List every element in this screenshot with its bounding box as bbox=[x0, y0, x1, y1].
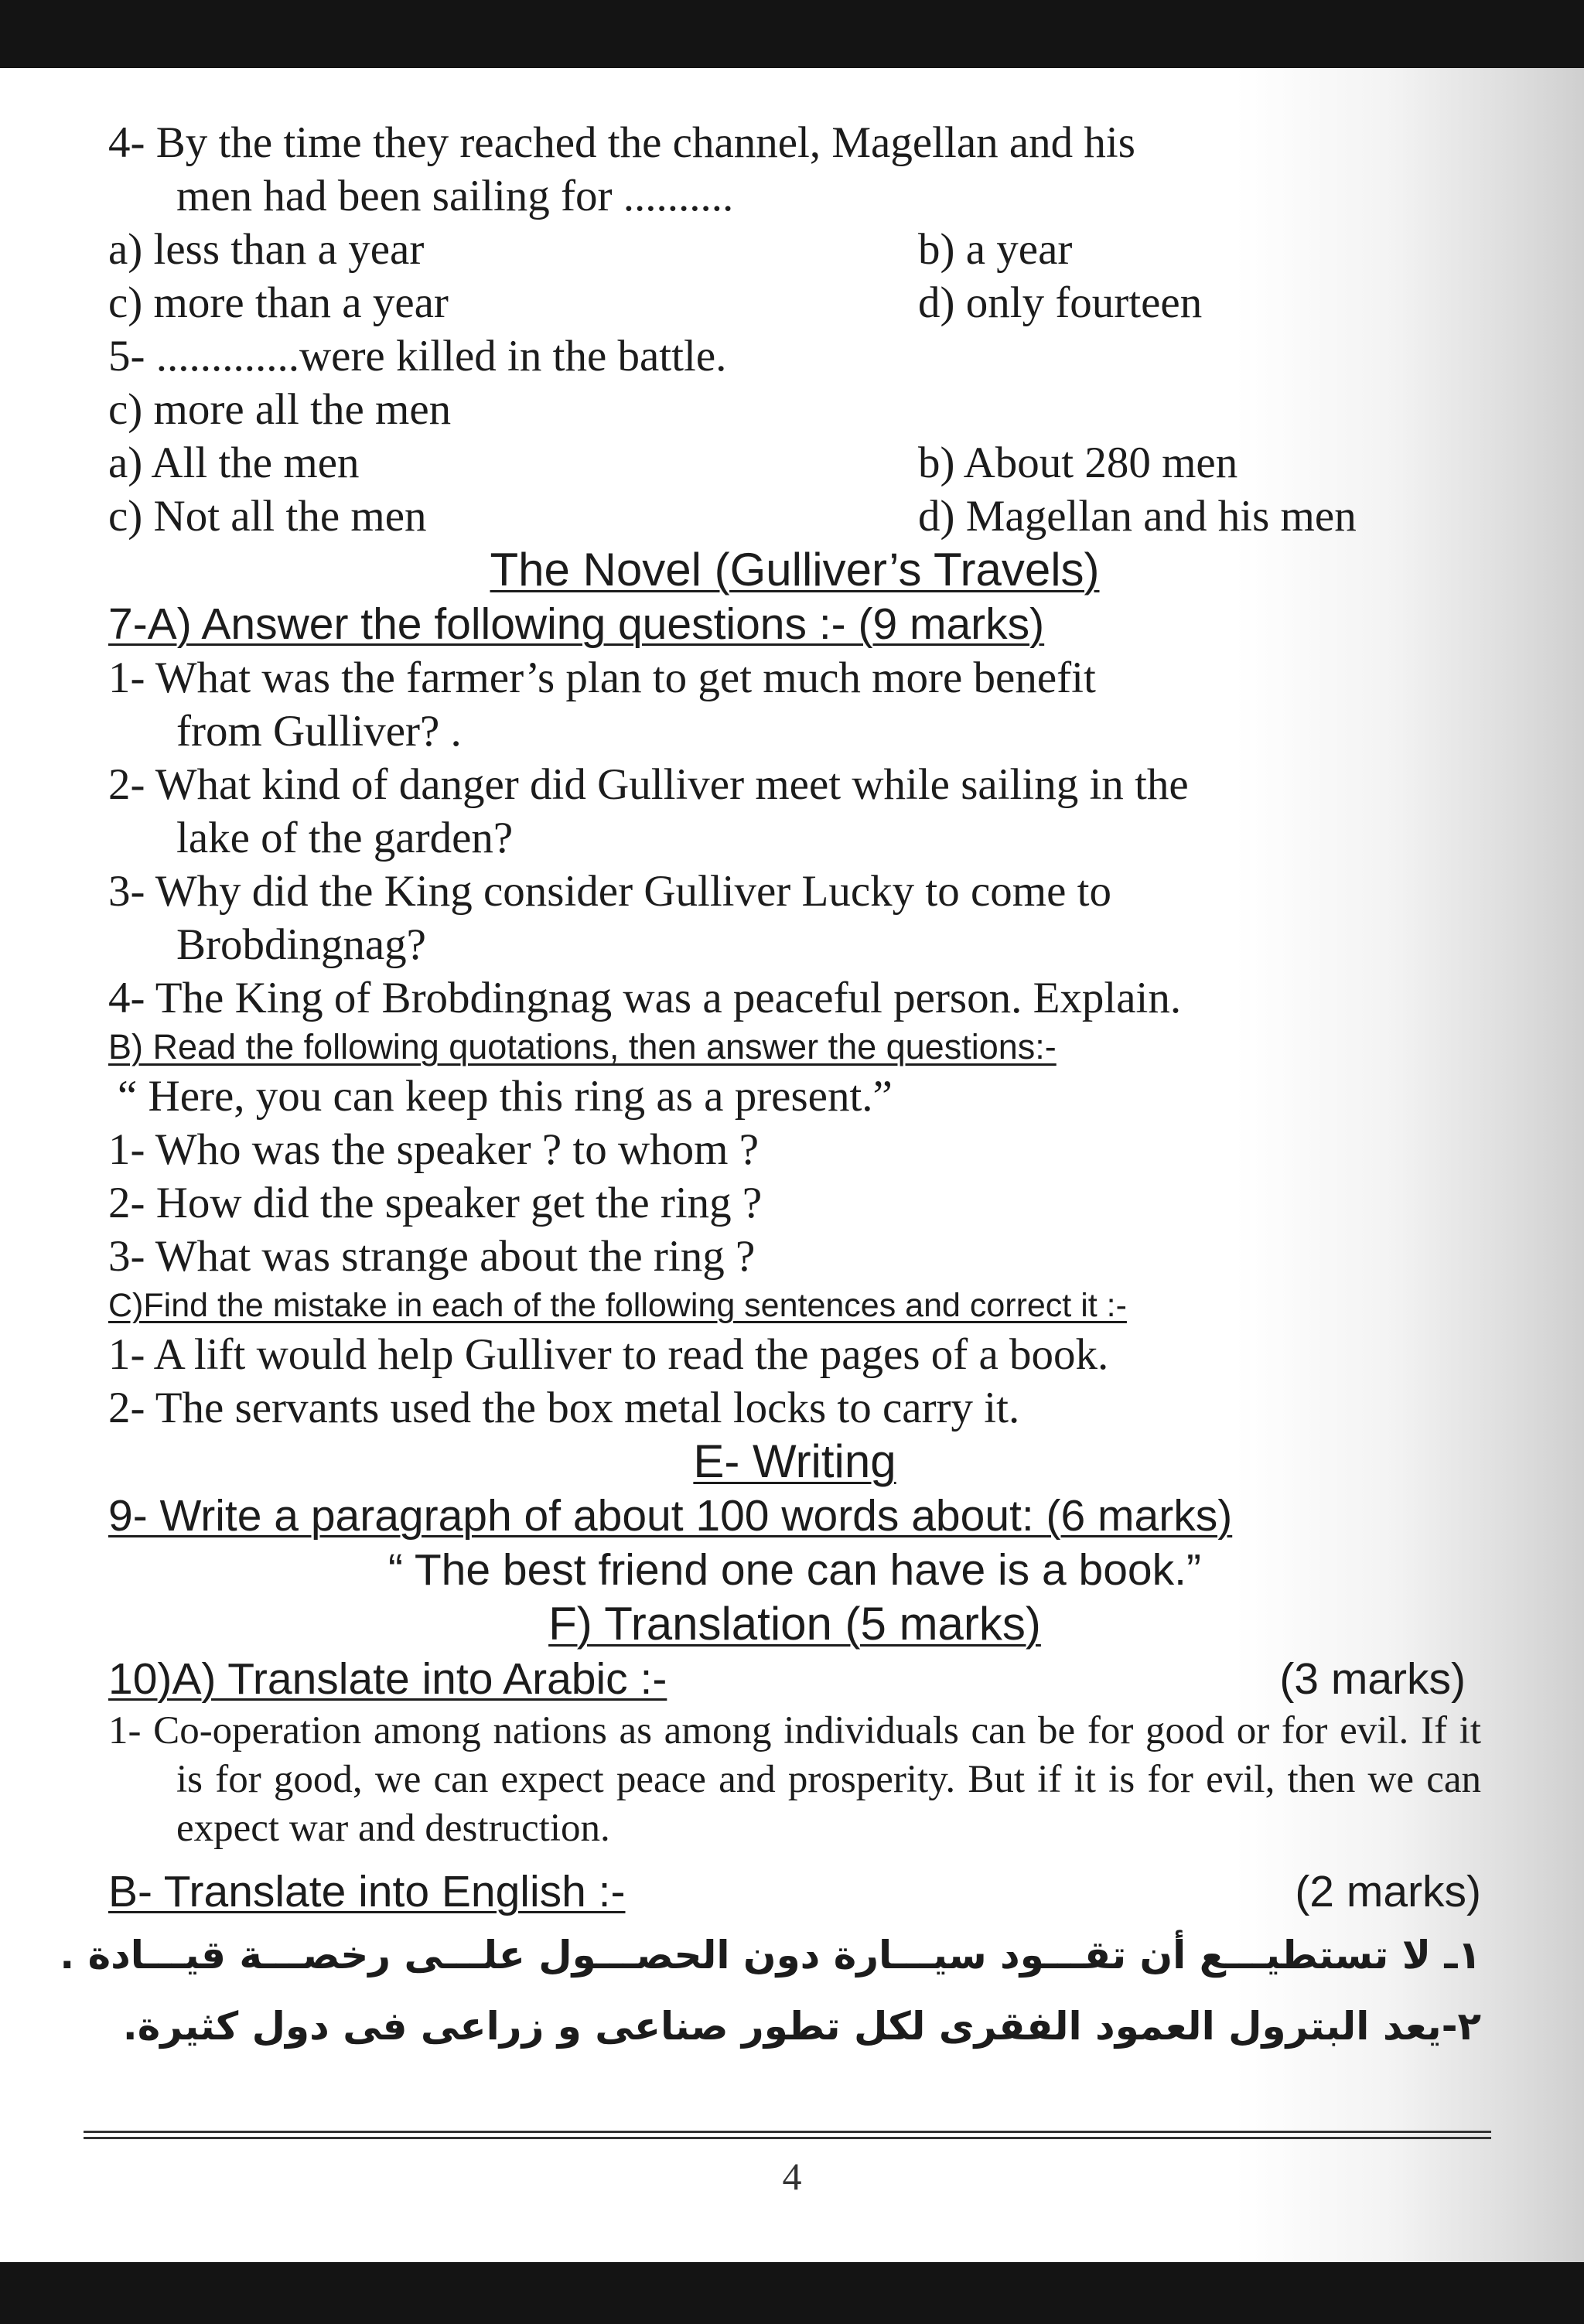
mistake-sentence-2: 2- The servants used the box metal locks to carry it. bbox=[108, 1384, 1020, 1432]
scan-top-border bbox=[0, 0, 1584, 68]
quotation: “ Here, you can keep this ring as a present.” bbox=[118, 1072, 893, 1121]
question-4-line-2: men had been sailing for .......... bbox=[176, 172, 734, 220]
translate-english-heading: B- Translate into English :- (2 marks) bbox=[108, 1867, 1481, 1916]
option-d: d) only fourteen bbox=[918, 278, 1203, 327]
question-4-options-row-2 bbox=[108, 276, 1481, 329]
novel-question-3-line-2: Brobdingnag? bbox=[176, 920, 426, 969]
option-a: a) All the men bbox=[108, 439, 360, 487]
writing-title: E- Writing bbox=[693, 1435, 896, 1487]
translate-arabic-passage: 1- Co-operation among nations as among individuals can be for good or for evil. If it is for good, we can expect peace and prosperity. But if it is for evil, then we can expect war and destruction. bbox=[108, 1709, 1481, 1850]
option-b: b) About 280 men bbox=[918, 439, 1238, 487]
question-5: 5- .............were killed in the battle. bbox=[108, 332, 727, 381]
novel-question-2-line-2: lake of the garden? bbox=[176, 814, 514, 862]
question-4-line-1: 4- By the time they reached the channel, Magellan and his bbox=[108, 118, 1135, 167]
exam-page bbox=[0, 68, 1584, 2262]
writing-topic: “ The best friend one can have is a book.” bbox=[388, 1545, 1201, 1595]
scan-bottom-border bbox=[0, 2262, 1584, 2324]
mistake-sentence-1: 1- A lift would help Gulliver to read the pages of a book. bbox=[108, 1330, 1109, 1379]
translation-title: F) Translation (5 marks) bbox=[548, 1598, 1041, 1650]
quotation-question-3: 3- What was strange about the ring ? bbox=[108, 1232, 756, 1281]
novel-part-a-heading: 7-A) Answer the following questions :- (9 marks) bbox=[108, 599, 1045, 649]
novel-question-1-line-2: from Gulliver? . bbox=[176, 707, 462, 756]
question-5-extra-option: c) more all the men bbox=[108, 385, 452, 434]
novel-title: The Novel (Gulliver’s Travels) bbox=[490, 544, 1100, 596]
question-4-options-row-1 bbox=[108, 223, 1481, 276]
novel-question-4: 4- The King of Brobdingnag was a peaceful person. Explain. bbox=[108, 974, 1182, 1022]
option-b: b) a year bbox=[918, 225, 1073, 274]
option-c: c) more than a year bbox=[108, 278, 449, 327]
option-c: c) Not all the men bbox=[108, 492, 427, 541]
option-a: a) less than a year bbox=[108, 225, 425, 274]
novel-question-3-line-1: 3- Why did the King consider Gulliver Lucky to come to bbox=[108, 867, 1112, 916]
question-5-options-row-2 bbox=[108, 490, 1481, 543]
question-5-options-row-1 bbox=[108, 436, 1481, 490]
arabic-sentence-1: ١ـ لا تستطيـــع أن تقـــود سيـــارة دون الحصـــول علـــى رخصـــة قيـــادة . bbox=[60, 1933, 1481, 1978]
writing-prompt: 9- Write a paragraph of about 100 words about: (6 marks) bbox=[108, 1491, 1233, 1541]
footer-rule-bottom bbox=[84, 2137, 1491, 2139]
option-d: d) Magellan and his men bbox=[918, 492, 1357, 541]
novel-part-b-heading: B) Read the following quotations, then answer the questions:- bbox=[108, 1027, 1057, 1066]
page-content bbox=[60, 116, 1481, 2062]
quotation-question-1: 1- Who was the speaker ? to whom ? bbox=[108, 1125, 760, 1174]
quotation-question-2: 2- How did the speaker get the ring ? bbox=[108, 1179, 763, 1227]
arabic-sentence-2: ٢-يعد البترول العمود الفقرى لكل تطور صناعى و زراعى فى دول كثيرة. bbox=[122, 2004, 1481, 2049]
novel-question-1-line-1: 1- What was the farmer’s plan to get much more benefit bbox=[108, 654, 1096, 702]
novel-question-2-line-1: 2- What kind of danger did Gulliver meet while sailing in the bbox=[108, 760, 1189, 809]
translate-arabic-heading: 10)A) Translate into Arabic :- (3 marks) bbox=[108, 1654, 1466, 1704]
novel-part-c-heading: C)Find the mistake in each of the following sentences and correct it :- bbox=[108, 1287, 1127, 1324]
page-number: 4 bbox=[782, 2155, 802, 2198]
footer-rule-top bbox=[84, 2131, 1491, 2133]
